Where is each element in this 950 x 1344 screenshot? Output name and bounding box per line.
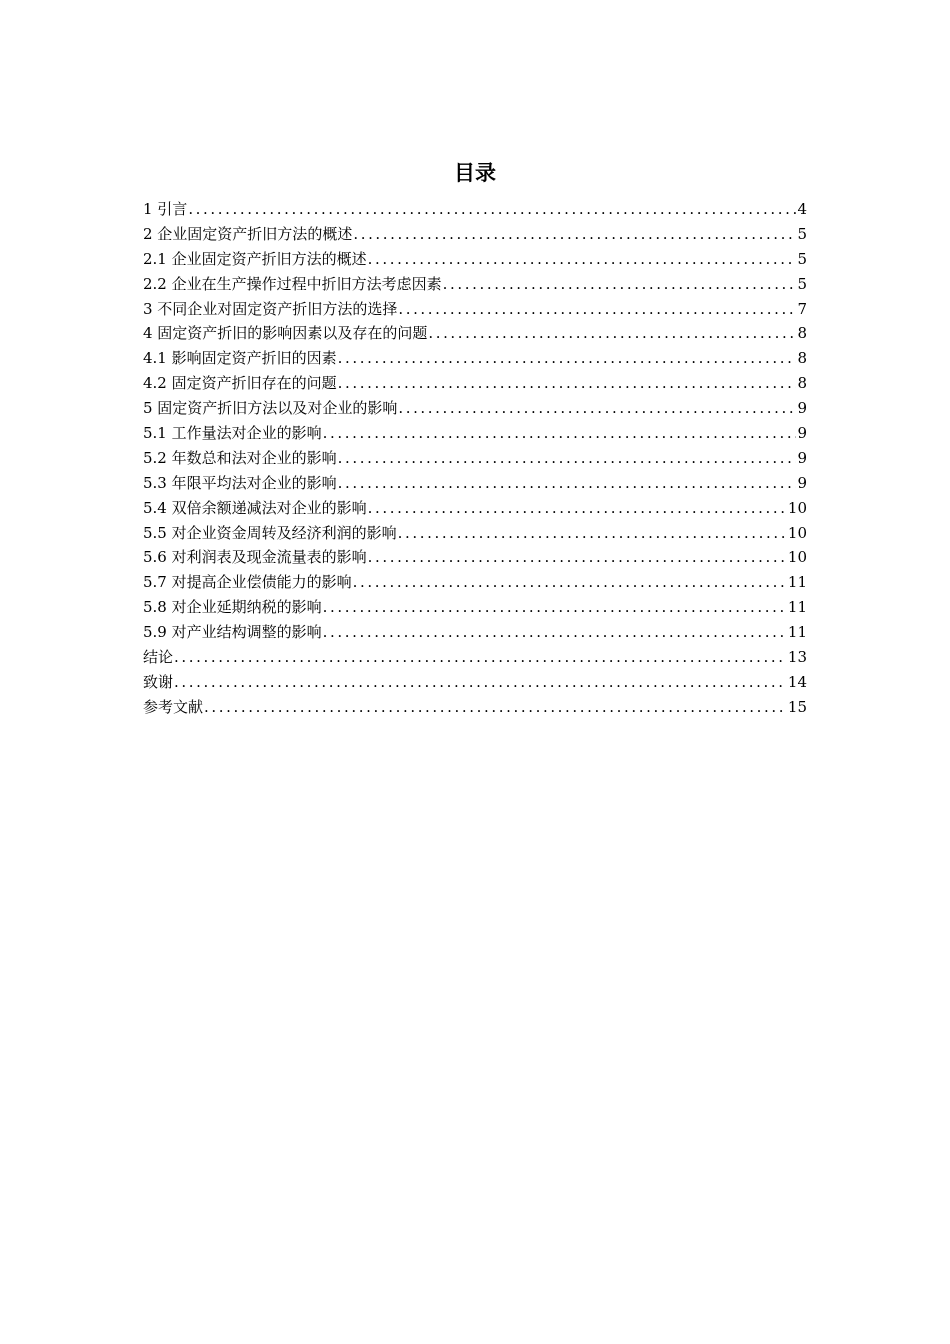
toc-entry-label: 4.2 固定资产折旧存在的问题 <box>143 374 337 393</box>
toc-entry-label: 5.8 对企业延期纳税的影响 <box>143 598 322 617</box>
toc-entry-label: 5.3 年限平均法对企业的影响 <box>143 473 337 492</box>
toc-entry-page: 11 <box>787 573 807 592</box>
toc-entry-label: 5.9 对产业结构调整的影响 <box>143 623 322 642</box>
toc-entry[interactable] <box>143 620 807 645</box>
toc-entry[interactable] <box>143 496 807 521</box>
toc-entry-page: 5 <box>797 249 807 268</box>
toc-entry-page: 5 <box>797 224 807 243</box>
toc-entry-page: 14 <box>787 672 807 691</box>
toc-entry[interactable] <box>143 695 807 720</box>
toc-entry[interactable] <box>143 396 807 421</box>
toc-entry-label: 2.2 企业在生产操作过程中折旧方法考虑因素 <box>143 274 442 293</box>
dot-leader <box>174 645 787 670</box>
toc-entry-page: 10 <box>787 498 807 517</box>
dot-leader <box>353 570 787 595</box>
dot-leader <box>323 595 787 620</box>
toc-entry-label: 结论 <box>143 648 174 667</box>
toc-entry-page: 9 <box>797 473 807 492</box>
dot-leader <box>443 272 797 297</box>
dot-leader <box>188 197 796 222</box>
toc-entry-page: 10 <box>787 548 807 567</box>
toc-entry[interactable] <box>143 371 807 396</box>
toc-entry-label: 5 固定资产折旧方法以及对企业的影响 <box>143 399 398 418</box>
dot-leader <box>398 521 787 546</box>
toc-entry-page: 9 <box>797 448 807 467</box>
toc-entry[interactable] <box>143 321 807 346</box>
toc-entry-page: 9 <box>797 399 807 418</box>
dot-leader <box>338 371 797 396</box>
dot-leader <box>204 695 787 720</box>
toc-entry[interactable] <box>143 421 807 446</box>
toc-entry-page: 7 <box>797 299 807 318</box>
toc-entry-page: 8 <box>797 324 807 343</box>
dot-leader <box>368 545 787 570</box>
toc-entry[interactable] <box>143 272 807 297</box>
toc-entry-label: 2.1 企业固定资产折旧方法的概述 <box>143 249 367 268</box>
dot-leader <box>398 297 796 322</box>
toc-entry-page: 10 <box>787 523 807 542</box>
dot-leader <box>353 222 796 247</box>
toc-entry-page: 11 <box>787 598 807 617</box>
toc-entry[interactable] <box>143 595 807 620</box>
toc-entry[interactable] <box>143 297 807 322</box>
toc-entry-label: 3 不同企业对固定资产折旧方法的选择 <box>143 299 398 318</box>
dot-leader <box>323 421 797 446</box>
dot-leader <box>338 471 797 496</box>
toc-entry-label: 5.6 对利润表及现金流量表的影响 <box>143 548 367 567</box>
dot-leader <box>338 346 797 371</box>
page-title: 目录 <box>454 161 496 185</box>
toc-entry[interactable] <box>143 446 807 471</box>
toc-entry-label: 5.2 年数总和法对企业的影响 <box>143 448 337 467</box>
toc-entry-label: 5.7 对提高企业偿债能力的影响 <box>143 573 352 592</box>
dot-leader <box>323 620 787 645</box>
toc-entry-page: 4 <box>797 200 807 218</box>
toc-entry[interactable] <box>143 471 807 496</box>
toc-entry-label: 5.4 双倍余额递减法对企业的影响 <box>143 498 367 517</box>
toc-entry[interactable] <box>143 197 807 222</box>
toc-entry[interactable] <box>143 346 807 371</box>
toc-entry[interactable] <box>143 670 807 695</box>
toc-entry[interactable] <box>143 645 807 670</box>
toc-entry[interactable] <box>143 247 807 272</box>
toc-entry[interactable] <box>143 545 807 570</box>
toc-entry-label: 5.5 对企业资金周转及经济利润的影响 <box>143 523 397 542</box>
dot-leader <box>174 670 787 695</box>
table-of-contents <box>143 197 807 720</box>
toc-entry-page: 11 <box>787 623 807 642</box>
dot-leader <box>338 446 797 471</box>
dot-leader <box>368 247 797 272</box>
toc-entry-page: 8 <box>797 349 807 368</box>
toc-entry-label: 2 企业固定资产折旧方法的概述 <box>143 224 353 243</box>
toc-entry-label: 5.1 工作量法对企业的影响 <box>143 424 322 443</box>
toc-entry-page: 5 <box>797 274 807 293</box>
toc-entry-label: 致谢 <box>143 672 174 691</box>
toc-entry[interactable] <box>143 521 807 546</box>
toc-entry-label: 1 引言 <box>143 200 188 218</box>
toc-entry-page: 15 <box>787 697 807 716</box>
toc-entry-page: 13 <box>787 648 807 667</box>
toc-entry-label: 4.1 影响固定资产折旧的因素 <box>143 349 337 368</box>
toc-entry-page: 9 <box>797 424 807 443</box>
toc-entry[interactable] <box>143 222 807 247</box>
dot-leader <box>398 396 796 421</box>
toc-entry-label: 参考文献 <box>143 697 204 716</box>
dot-leader <box>428 321 796 346</box>
dot-leader <box>368 496 787 521</box>
toc-entry-page: 8 <box>797 374 807 393</box>
toc-entry[interactable] <box>143 570 807 595</box>
toc-entry-label: 4 固定资产折旧的影响因素以及存在的问题 <box>143 324 428 343</box>
